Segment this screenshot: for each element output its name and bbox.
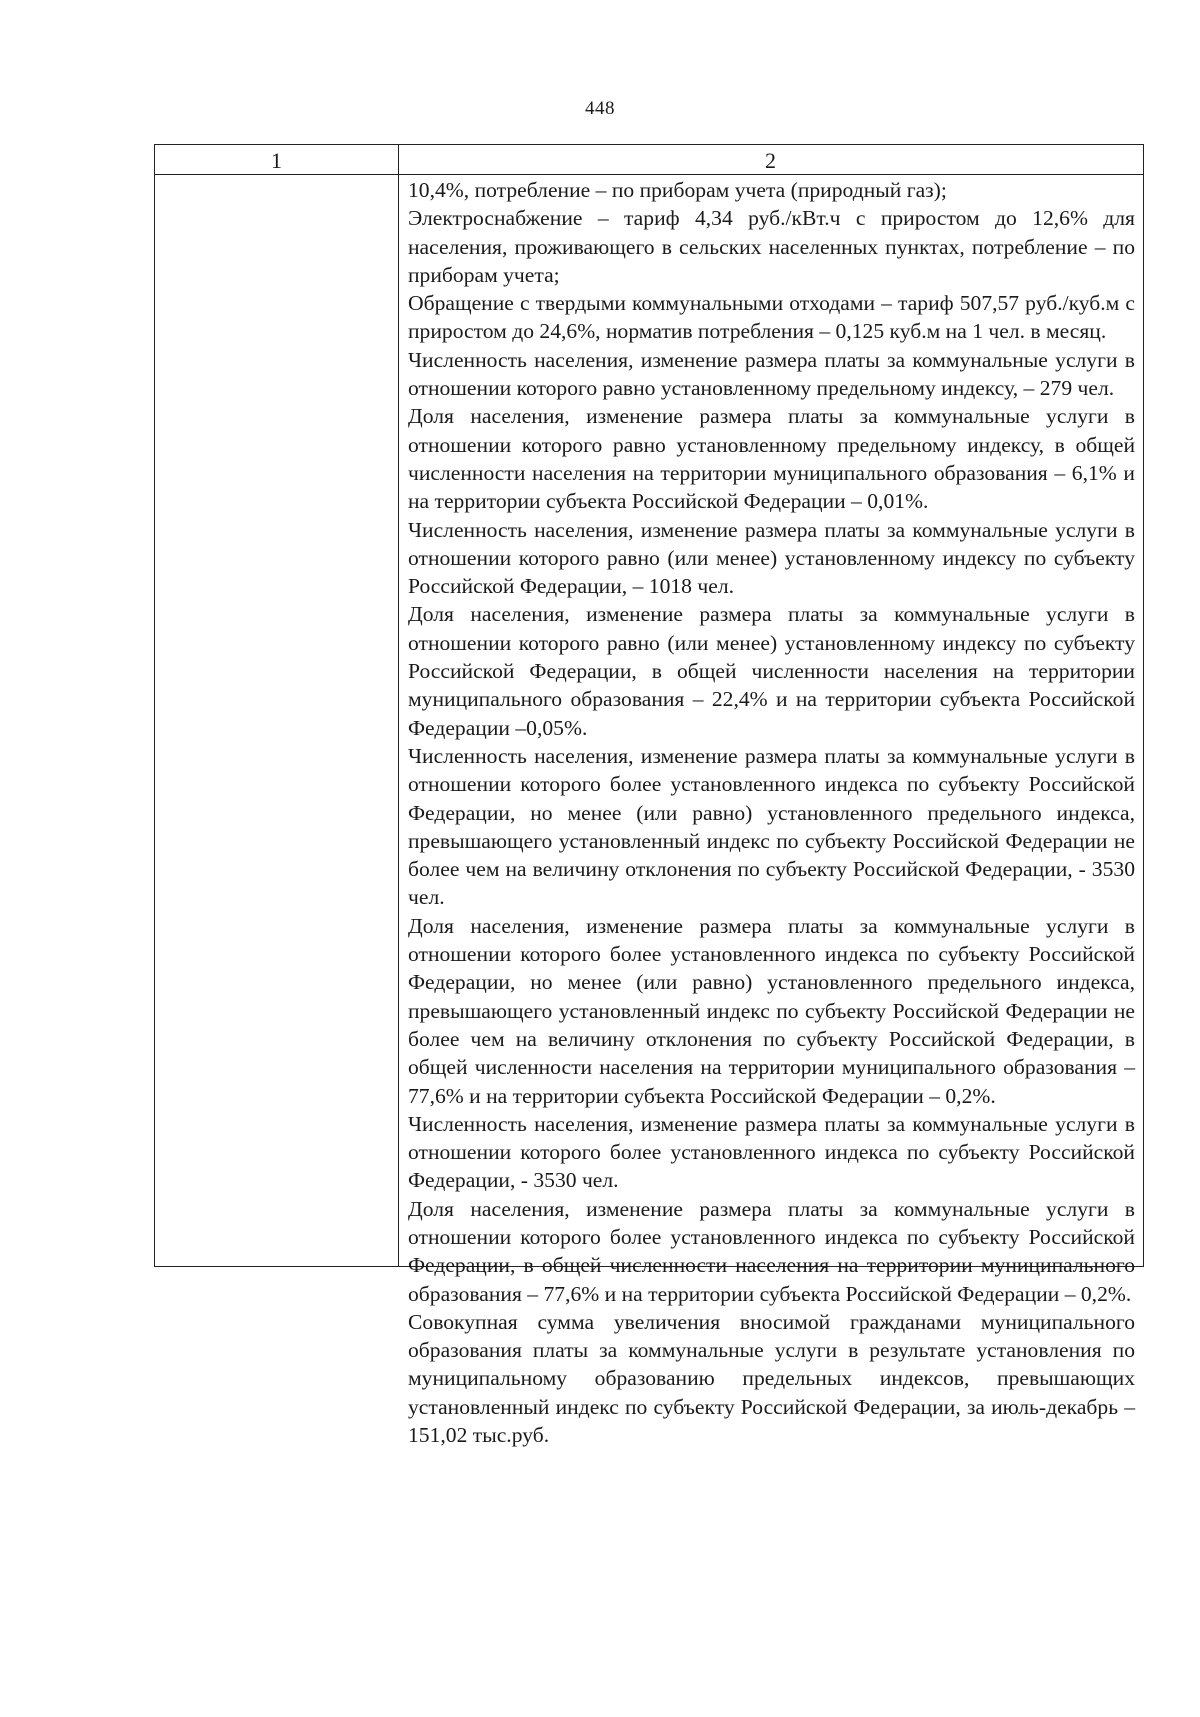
header-row-divider xyxy=(155,174,1143,175)
column-header-2: 2 xyxy=(765,148,776,173)
column-header-1: 1 xyxy=(271,148,282,173)
paragraph-share-above-regional: Доля населения, изменение размера платы за коммунальные услуги в отношении которого более установленного индекса по субъекту Российской Федерации, в общей численности населения на территории муниципального образования – 77,6% и на территории субъекта Российской Федерации – 0,2%. xyxy=(408,1196,1135,1306)
paragraph-share-equal-or-less-regional: Доля населения, изменение размера платы за коммунальные услуги в отношении которого равно (или менее) установленному индексу по субъекту Российской Федерации, в общей численности населения на территории муниципального образования – 22,4% и на территории субъекта Российской Федерации –0,05%. xyxy=(408,602,1135,740)
paragraph-population-equal-limit: Численность населения, изменение размера платы за коммунальные услуги в отношении которого равно установленному предельному индексу, – 279 чел. xyxy=(408,347,1135,401)
paragraph-share-equal-limit: Доля населения, изменение размера платы за коммунальные услуги в отношении которого равно установленному предельному индексу, в общей численности населения на территории муниципального образования – 6,1% и на территории субъекта Российской Федерации – 0,01%. xyxy=(408,404,1135,514)
page-number: 448 xyxy=(585,98,615,119)
table-cell-content xyxy=(408,176,1135,1449)
paragraph-total-increase: Совокупная сумма увеличения вносимой гражданами муниципального образования платы за коммунальные услуги в результате установления по муниципальному образованию предельных индексов, превышающих установленный индекс по субъекту Российской Федерации, за июль-декабрь – 151,02 тыс.руб. xyxy=(408,1309,1135,1448)
paragraph-electricity: Электроснабжение – тариф 4,34 руб./кВт.ч с приростом до 12,6% для населения, проживающего в сельских населенных пунктах, потребление – по приборам учета; xyxy=(408,206,1135,287)
document-table xyxy=(154,144,1144,1448)
paragraph-gas: 10,4%, потребление – по приборам учета (природный газ); xyxy=(408,178,947,202)
paragraph-share-within-deviation: Доля населения, изменение размера платы за коммунальные услуги в отношении которого более установленного индекса по субъекту Российской Федерации, но менее (или равно) установленного предельного индекса, превышающего установленный индекс по субъекту Российской Федерации не более чем на величину отклонения по субъекту Российской Федерации, в общей численности населения на территории муниципального образования – 77,6% и на территории субъекта Российской Федерации – 0,2%. xyxy=(408,913,1135,1108)
column-divider xyxy=(398,145,399,1266)
paragraph-population-above-regional: Численность населения, изменение размера платы за коммунальные услуги в отношении которого более установленного индекса по субъекту Российской Федерации, - 3530 чел. xyxy=(408,1111,1135,1193)
paragraph-solid-waste: Обращение с твердыми коммунальными отходами – тариф 507,57 руб./куб.м с приростом до 24,6%, норматив потребления – 0,125 куб.м на 1 чел. в месяц. xyxy=(408,291,1135,344)
paragraph-population-equal-or-less-regional: Численность населения, изменение размера платы за коммунальные услуги в отношении которого равно (или менее) установленному индексу по субъекту Российской Федерации, – 1018 чел. xyxy=(408,517,1135,599)
paragraph-population-within-deviation: Численность населения, изменение размера платы за коммунальные услуги в отношении которого более установленного индекса по субъекту Российской Федерации, но менее (или равно) установленного предельного индекса, превышающего установленный индекс по субъекту Российской Федерации не более чем на величину отклонения по субъекту Российской Федерации, - 3530 чел. xyxy=(408,743,1135,910)
